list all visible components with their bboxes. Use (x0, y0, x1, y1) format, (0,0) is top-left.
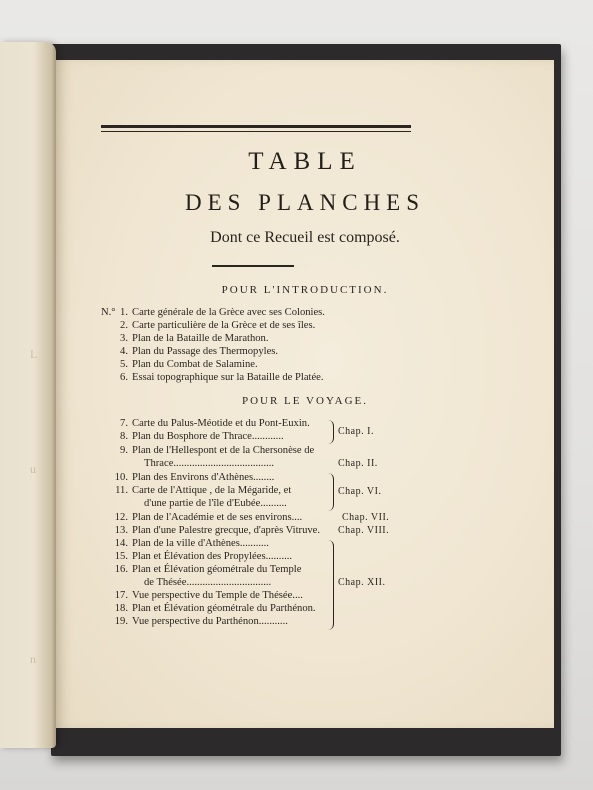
entry-text: Vue perspective du Parthénon........... (132, 616, 288, 627)
entry-text: Plan et Élévation des Propylées.......... (132, 551, 293, 562)
section-header-introduction: POUR L'INTRODUCTION. (221, 284, 389, 296)
entry-text: Plan du Passage des Thermopyles. (132, 346, 279, 357)
entry-text: Plan de l'Académie et de ses environs.... (132, 512, 303, 523)
entry-number: 7. (120, 418, 128, 429)
show-through-text: u (30, 462, 37, 476)
title-divider (212, 265, 294, 267)
entry-number: 8. (120, 431, 128, 442)
chapter-ref: Chap. XII. (338, 577, 386, 588)
section-header-voyage: POUR LE VOYAGE. (241, 395, 369, 407)
entry-number: 15. (114, 551, 128, 562)
entry-text: Plan du Bosphore de Thrace............ (132, 431, 284, 442)
entry-text: Carte générale de la Grèce avec ses Colonies. (132, 307, 325, 318)
entry-number: 9. (120, 445, 128, 456)
entry-number: 12. (114, 512, 128, 523)
chapter-ref: Chap. VIII. (338, 525, 390, 536)
entry-text: Carte particulière de la Grèce et de ses îles. (132, 320, 316, 331)
brace (328, 540, 334, 630)
entry-text: Thrace...................................... (144, 458, 275, 469)
show-through-text: L (30, 347, 39, 361)
show-through-text: n (30, 652, 37, 666)
entry-text: Vue perspective du Temple de Thésée.... (132, 590, 303, 601)
entry-text: Plan de la ville d'Athènes........... (132, 538, 269, 549)
entry-number: 19. (114, 616, 128, 627)
entry-number: 16. (114, 564, 128, 575)
entry-number: 6. (120, 372, 128, 383)
top-rule-thin (101, 131, 411, 132)
brace (328, 420, 334, 444)
entry-text: Carte de l'Attique , de la Mégaride, et (132, 485, 292, 496)
entry-number: 2. (120, 320, 128, 331)
entry-text: Plan d'une Palestre grecque, d'après Vitruve. (132, 525, 321, 536)
entry-text: de Thésée................................ (144, 577, 272, 588)
entry-text: Essai topographique sur la Bataille de Platée. (132, 372, 324, 383)
entry-number: 11. (115, 485, 128, 496)
left-page (0, 42, 56, 748)
entry-text: d'une partie de l'île d'Eubée.......... (144, 498, 287, 509)
entry-number: 10. (114, 472, 128, 483)
chapter-ref: Chap. I. (338, 426, 374, 437)
brace (328, 473, 334, 511)
page-title-table: TABLE (248, 148, 362, 175)
entry-number: 5. (120, 359, 128, 370)
entry-text: Plan de la Bataille de Marathon. (132, 333, 269, 344)
book-page (56, 60, 554, 728)
entry-text: Plan du Combat de Salamine. (132, 359, 258, 370)
entry-text: Plan et Élévation géométrale du Parthénon. (132, 603, 316, 614)
entry-number: 13. (114, 525, 128, 536)
entry-text: Plan des Environs d'Athènes........ (132, 472, 275, 483)
chapter-ref: Chap. VII. (342, 512, 390, 523)
entry-text: Carte du Palus-Méotide et du Pont-Euxin. (132, 418, 310, 429)
page-title-planches: DES PLANCHES (184, 190, 426, 215)
entry-number: 3. (120, 333, 128, 344)
chapter-ref: Chap. VI. (338, 486, 382, 497)
top-rule-thick (101, 125, 411, 128)
entry-number: 4. (120, 346, 128, 357)
entry-number: 18. (114, 603, 128, 614)
entry-number: 14. (114, 538, 128, 549)
entry-number: 1. (120, 307, 128, 318)
page-subtitle: Dont ce Recueil est composé. (210, 229, 400, 246)
entry-number: 17. (114, 590, 128, 601)
number-label: N.° (101, 307, 116, 318)
chapter-ref: Chap. II. (338, 458, 378, 469)
entry-text: Plan de l'Hellespont et de la Chersonèse de (132, 445, 315, 456)
entry-text: Plan et Élévation géométrale du Temple (132, 564, 302, 575)
